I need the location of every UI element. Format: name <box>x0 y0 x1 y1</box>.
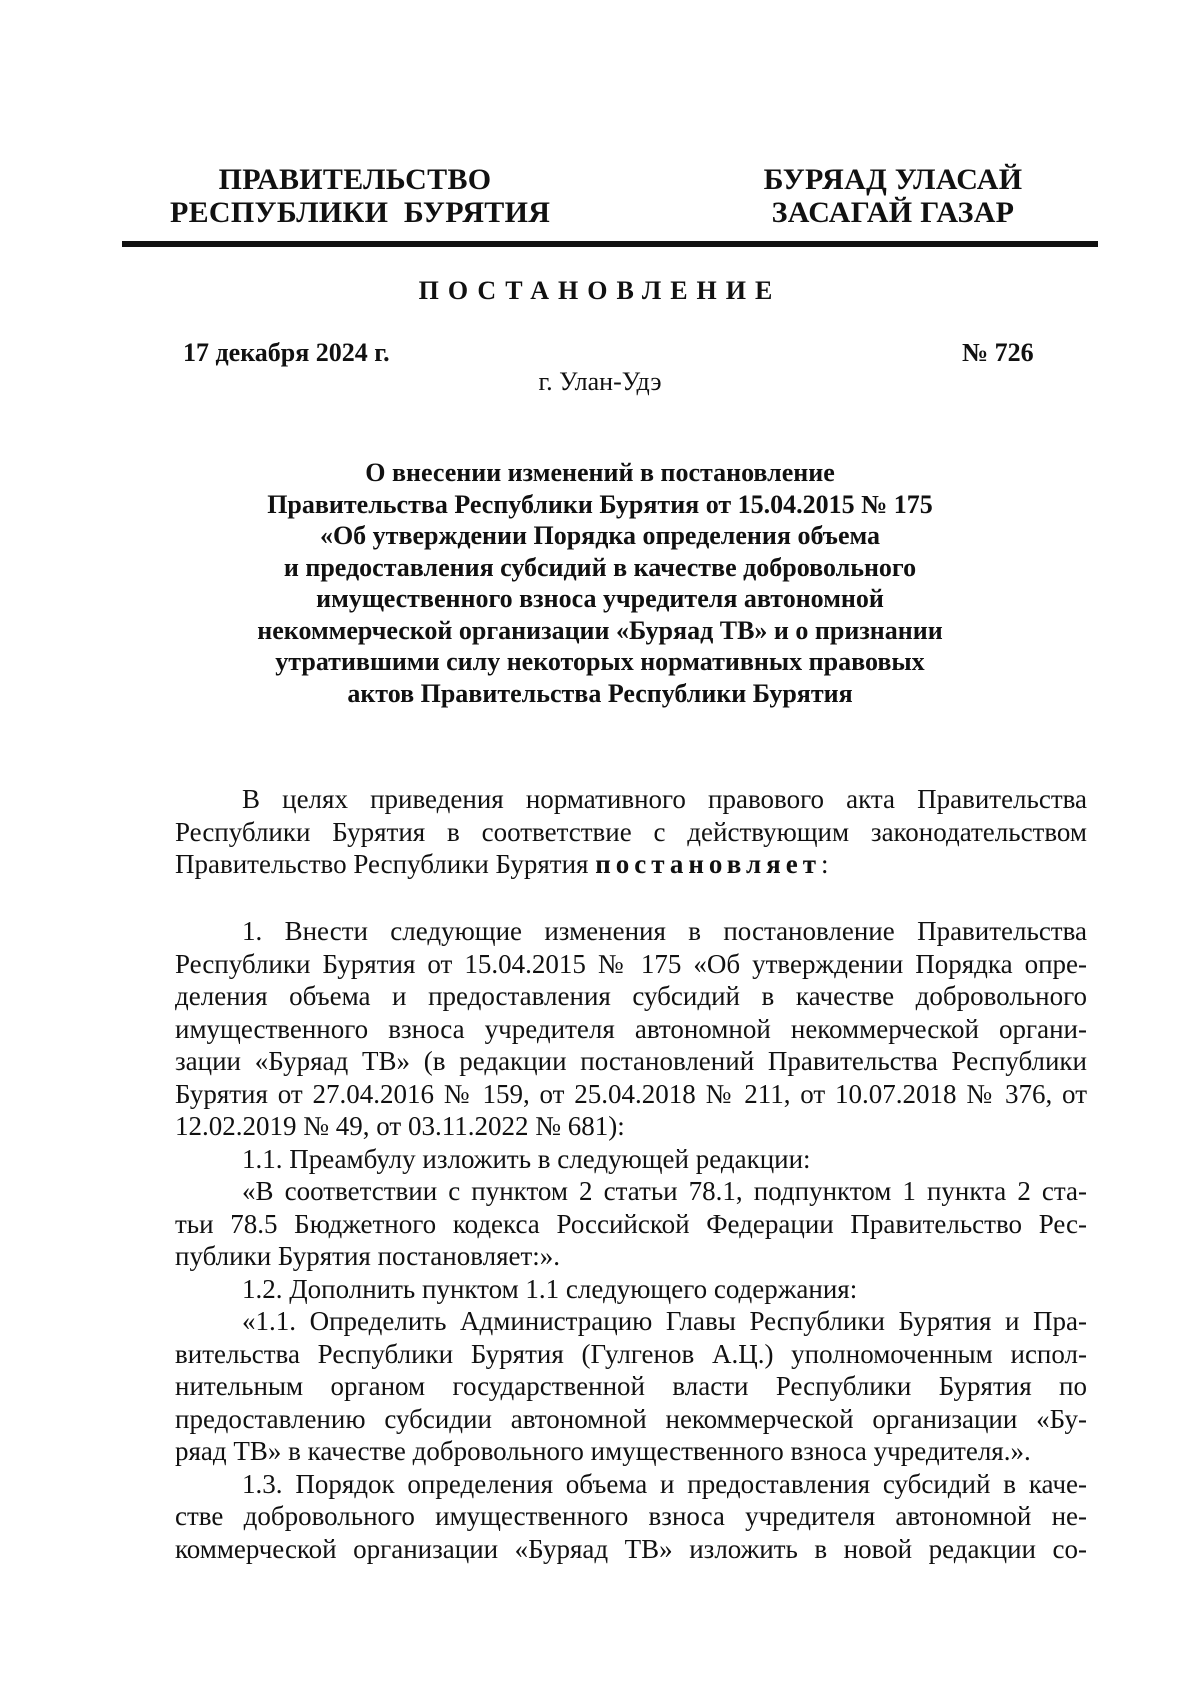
preamble-tail: : <box>820 849 829 879</box>
header-right-line-1: БУРЯАД УЛАСАЙ <box>763 163 1023 196</box>
body-line: нительным органом государственной власти Республики Бурятия по <box>175 1371 1087 1401</box>
body-line: «1.1. Определить Администрацию Главы Республики Бурятия и Пра- <box>242 1306 1087 1336</box>
body-section <box>175 915 1087 1565</box>
preamble-line-final <box>175 848 1087 881</box>
body-line: коммерческой организации «Буряад ТВ» изложить в новой редакции со- <box>175 1533 1087 1564</box>
body-line: Республики Бурятия от 15.04.2015 № 175 «Об утверждении Порядка опре- <box>175 948 1087 979</box>
body-line: 12.02.2019 № 49, от 03.11.2022 № 681): <box>175 1111 625 1141</box>
document-number: № 726 <box>962 338 1034 367</box>
body-line: деления объема и предоставления субсидий в качестве добровольного <box>175 981 1087 1011</box>
body-line: стве добровольного имущественного взноса учредителя автономной не- <box>175 1501 1087 1531</box>
body-line: вительства Республики Бурятия (Гулгенов А.Ц.) уполномоченным испол- <box>175 1338 1087 1369</box>
title-line: Правительства Республики Бурятия от 15.04.2015 № 175 <box>267 489 933 519</box>
body-line: имущественного взноса учредителя автономной некоммерческой органи- <box>175 1013 1087 1044</box>
title-line: некоммерческой организации «Буряад ТВ» и о признании <box>257 615 943 645</box>
body-line: ряад ТВ» в качестве добровольного имущественного взноса учредителя.». <box>175 1436 1031 1466</box>
header-left-block <box>170 163 551 229</box>
body-line: Бурятия от 27.04.2016 № 159, от 25.04.2018 № 211, от 10.07.2018 № 376, от <box>175 1078 1087 1109</box>
title-line: утратившими силу некоторых нормативных правовых <box>275 647 925 676</box>
header-divider <box>122 241 1098 247</box>
body-line: 1.2. Дополнить пунктом 1.1 следующего содержания: <box>242 1273 858 1304</box>
preamble-line-text: Правительство Республики Бурятия <box>175 849 589 879</box>
body-line: предоставлению субсидии автономной некоммерческой организации «Бу- <box>175 1403 1087 1434</box>
header-left-line-2: РЕСПУБЛИКИ БУРЯТИЯ <box>170 196 551 229</box>
document-type-heading: ПОСТАНОВЛЕНИЕ <box>418 276 782 305</box>
document-title <box>170 457 1030 709</box>
preamble-line: Республики Бурятия в соответствие с действующим законодательством <box>175 816 1087 847</box>
title-line: имущественного взноса учредителя автономной <box>316 584 884 613</box>
body-line: тьи 78.5 Бюджетного кодекса Российской Федерации Правительство Рес- <box>175 1208 1087 1239</box>
title-line: О внесении изменений в постановление <box>365 458 835 487</box>
decree-word: постановляет <box>595 849 821 879</box>
header-left-line-1: ПРАВИТЕЛЬСТВО <box>218 163 492 196</box>
preamble-line: В целях приведения нормативного правового акта Правительства <box>242 784 1087 814</box>
title-line: «Об утверждении Порядка определения объема <box>319 521 881 550</box>
body-line: зации «Буряад ТВ» (в редакции постановлений Правительства Республики <box>175 1046 1087 1076</box>
body-line: публики Бурятия постановляет:». <box>175 1241 561 1271</box>
body-line: 1.3. Порядок определения объема и предоставления субсидий в каче- <box>242 1468 1087 1499</box>
body-line: 1. Внести следующие изменения в постановление Правительства <box>242 916 1087 946</box>
title-line: и предоставления субсидий в качестве добровольного <box>283 552 917 582</box>
header-right-line-2: ЗАСАГАЙ ГАЗАР <box>771 196 1015 229</box>
body-line: 1.1. Преамбулу изложить в следующей редакции: <box>242 1143 811 1174</box>
header-right-block <box>743 163 1043 229</box>
body-line: «В соответствии с пунктом 2 статьи 78.1, подпунктом 1 пункта 2 ста- <box>242 1176 1087 1206</box>
document-date: 17 декабря 2024 г. <box>183 338 390 367</box>
document-city: г. Улан-Удэ <box>538 367 662 396</box>
title-line: актов Правительства Республики Бурятия <box>347 678 853 708</box>
preamble-paragraph <box>175 783 1087 881</box>
